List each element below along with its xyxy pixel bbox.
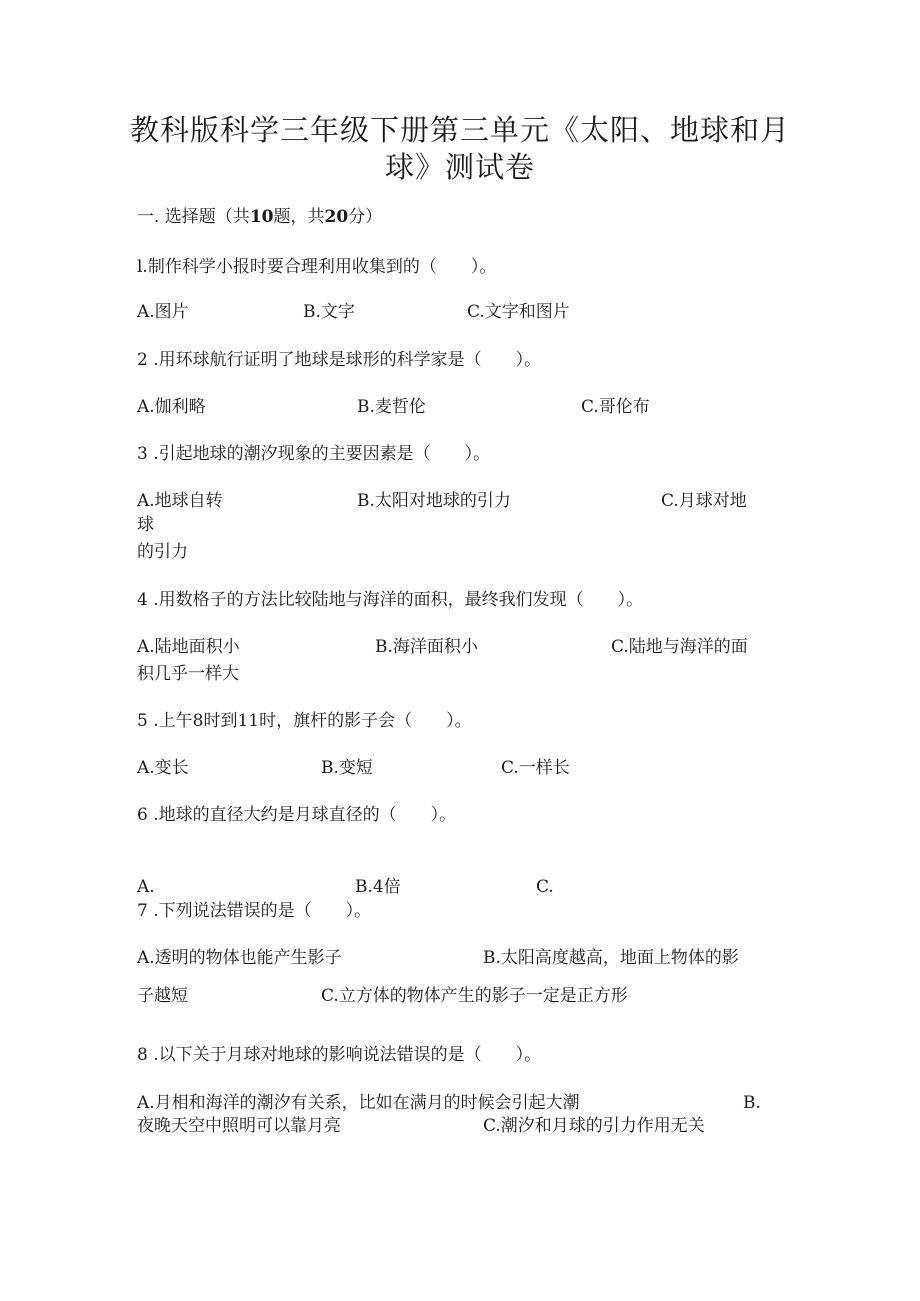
question-8-stem: 8 .以下关于月球对地球的影响说法错误的是（ ）。 [137,1045,542,1065]
question-2-option-c[interactable]: C.哥伦布 [581,397,650,417]
question-4-option-a[interactable]: A.陆地面积小 [137,637,240,657]
question-6-option-c[interactable]: C. [536,877,554,897]
question-5-option-a[interactable]: A.变长 [137,758,189,778]
question-5-option-c[interactable]: C.一样长 [501,758,570,778]
question-2-stem: 2 .用环球航行证明了地球是球形的科学家是（ ）。 [137,350,542,370]
question-5-stem: 5 .上午8时到11时，旗杆的影子会（ ）。 [137,711,472,731]
question-3-option-c[interactable]: C.月球对地 [661,491,747,511]
question-3-stem: 3 .引起地球的潮汐现象的主要因素是（ ）。 [137,444,491,464]
question-8-option-b[interactable]: B. [743,1093,761,1113]
question-4-stem: 4 .用数格子的方法比较陆地与海洋的面积，最终我们发现（ ）。 [137,590,644,610]
question-2-option-a[interactable]: A.伽利略 [137,397,206,417]
question-4-option-b[interactable]: B.海洋面积小 [375,637,478,657]
question-1-option-c[interactable]: C.文字和图片 [467,302,570,322]
question-8-option-b-wrap: 夜晚天空中照明可以靠月亮 [137,1116,341,1136]
question-3-option-c-wrap-2: 的引力 [137,542,188,562]
section-heading: 一. 选择题（共10题，共20分） [137,207,383,227]
question-3-option-a[interactable]: A.地球自转 [137,491,223,511]
question-7-option-c[interactable]: C.立方体的物体产生的影子一定是正方形 [321,986,628,1006]
question-7-option-b[interactable]: B.太阳高度越高，地面上物体的影 [483,948,739,968]
question-4-option-c[interactable]: C.陆地与海洋的面 [611,637,748,657]
question-6-option-a[interactable]: A. [137,877,155,897]
question-3-option-c-wrap-1: 球 [137,515,154,535]
question-3-option-b[interactable]: B.太阳对地球的引力 [357,491,511,511]
page-title-line-1: 教科版科学三年级下册第三单元《太阳、地球和月 [129,113,790,147]
question-1-stem: l.制作科学小报时要合理利用收集到的（ ）。 [137,257,497,277]
question-5-option-b[interactable]: B.变短 [321,758,373,778]
question-8-option-c[interactable]: C.潮汐和月球的引力作用无关 [483,1116,705,1136]
question-7-stem: 7 .下列说法错误的是（ ）。 [137,901,372,921]
question-6-stem: 6 .地球的直径大约是月球直径的（ ）。 [137,805,457,825]
page-title-line-2: 球》测试卷 [384,150,535,184]
question-6-option-b[interactable]: B.4倍 [355,877,401,897]
question-1-option-b[interactable]: B.文字 [303,302,355,322]
question-1-option-a[interactable]: A.图片 [137,302,189,322]
question-7-option-b-wrap: 子越短 [137,986,188,1006]
question-7-option-a[interactable]: A.透明的物体也能产生影子 [137,948,342,968]
question-8-option-a[interactable]: A.月相和海洋的潮汐有关系，比如在满月的时候会引起大潮 [137,1093,580,1113]
question-4-option-c-wrap: 积几乎一样大 [137,664,239,684]
question-2-option-b[interactable]: B.麦哲伦 [357,397,426,417]
